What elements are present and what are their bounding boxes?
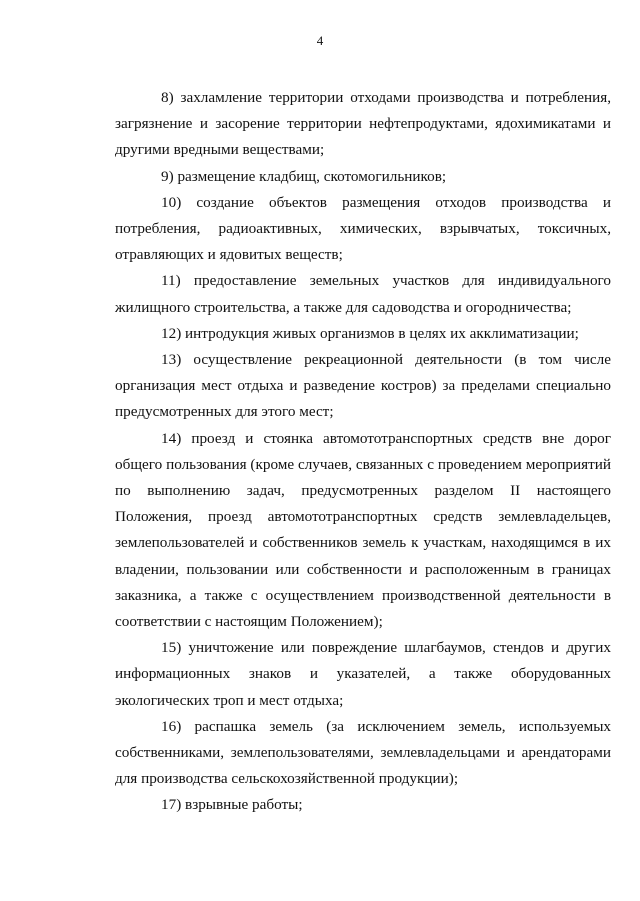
list-item-9: 9) размещение кладбищ, скотомогильников; bbox=[161, 167, 447, 185]
document-body bbox=[115, 85, 611, 819]
list-item-11: 11) предоставление земельных участков для индивидуального жилищного строительства, а также для садоводства и огородничества; bbox=[115, 272, 611, 316]
list-item-15: 15) уничтожение или повреждение шлагбаумов, стендов и других информационных знаков и указателей, а также оборудованных экологических троп и мест отдыха; bbox=[115, 639, 611, 709]
list-item-12: 12) интродукция живых организмов в целях их акклиматизации; bbox=[161, 324, 579, 342]
page-number: 4 bbox=[316, 33, 324, 48]
list-item-16: 16) распашка земель (за исключением земель, используемых собственниками, землепользователями, землевладельцами и арендаторами для производства сельскохозяйственной продукции); bbox=[115, 717, 611, 788]
list-item-10: 10) создание объектов размещения отходов производства и потребления, радиоактивных, химических, взрывчатых, токсичных, отравляющих и ядовитых веществ; bbox=[115, 193, 611, 264]
list-item-14: 14) проезд и стоянка автомототранспортных средств вне дорог общего пользования (кроме случаев, связанных с проведением мероприятий по выполнению задач, предусмотренных разделом II настоящего Положения, проезд автомототранспортных средств землевладельцев, землепользователей и собственников земель к участкам, находящимся в их владении, пользовании или собственности и расположенным в границах заказника, а также с осуществлением производственной деятельности в соответствии с настоящим Положением); bbox=[115, 429, 611, 631]
list-item-8: 8) захламление территории отходами производства и потребления, загрязнение и засорение территории нефтепродуктами, ядохимикатами и другими вредными веществами; bbox=[115, 89, 611, 159]
list-item-17: 17) взрывные работы; bbox=[161, 796, 303, 814]
list-item-13: 13) осуществление рекреационной деятельности (в том числе организация мест отдыха и разведение костров) за пределами специально предусмотренных для этого мест; bbox=[115, 351, 611, 421]
